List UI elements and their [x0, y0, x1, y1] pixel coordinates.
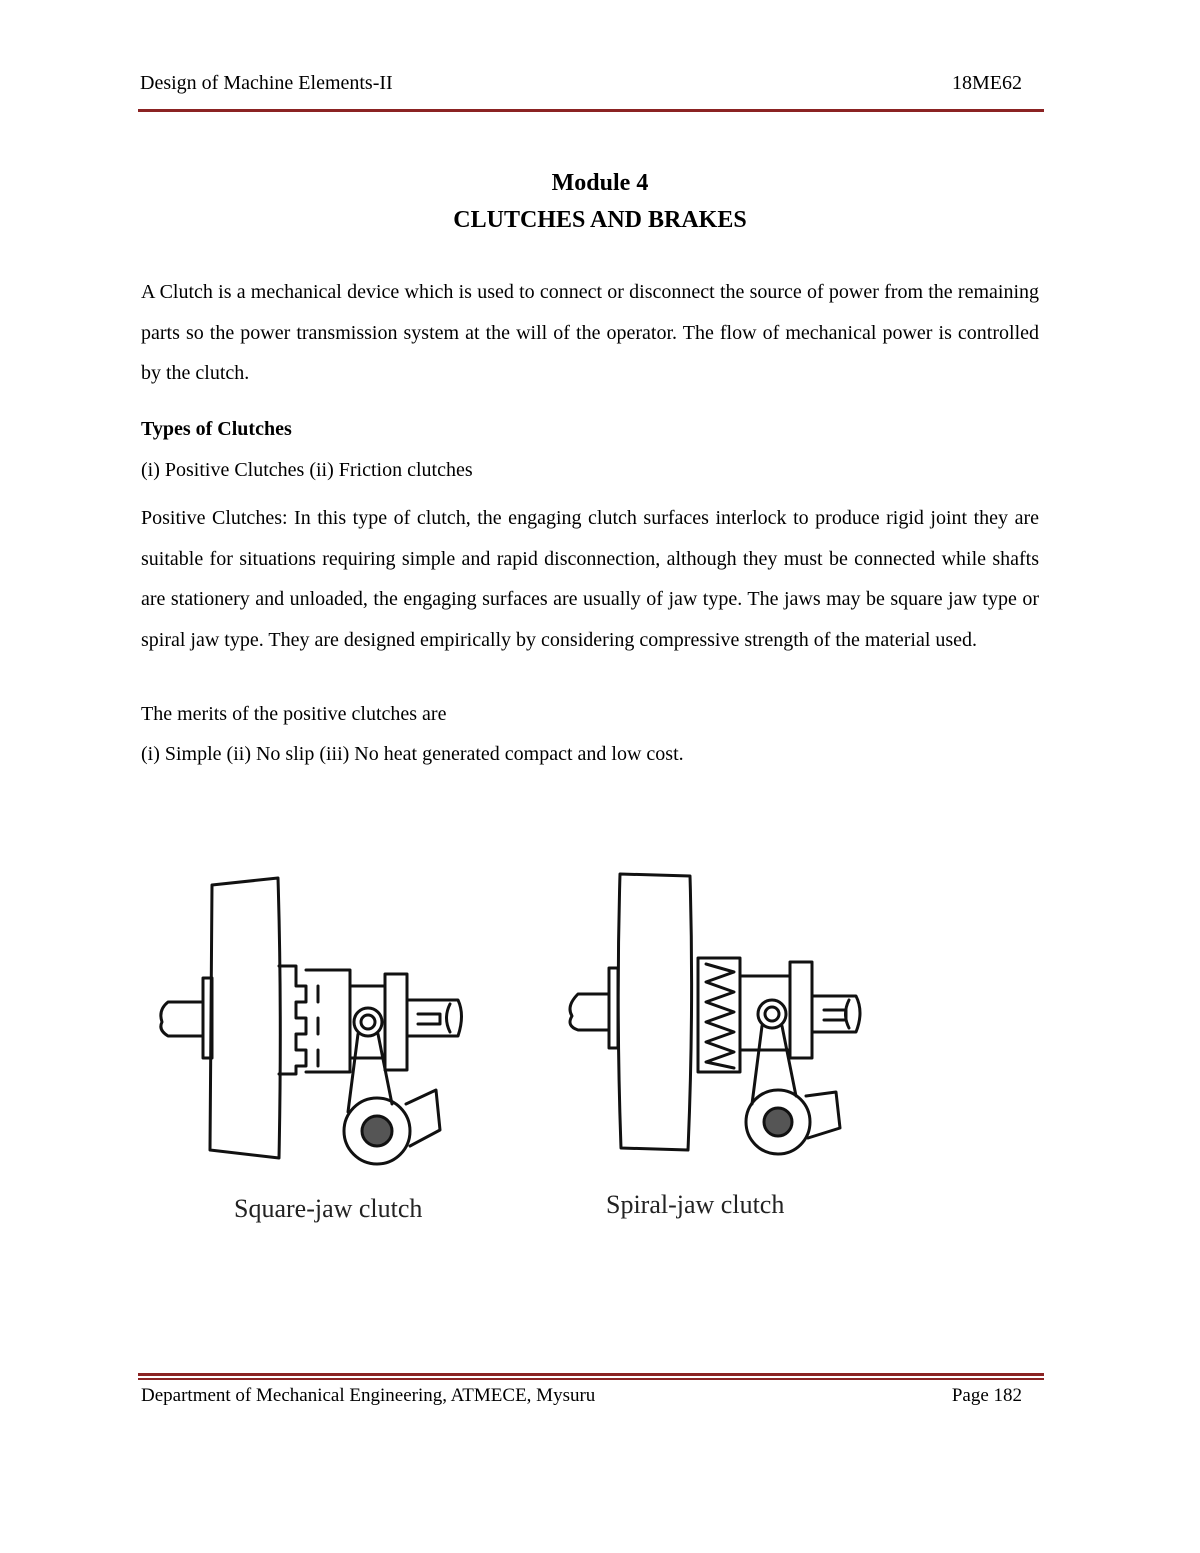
- spiral-jaw-clutch-drawing: [570, 874, 860, 1154]
- header-course-code: 18ME62: [952, 72, 1022, 94]
- caption-spiral-jaw: Spiral-jaw clutch: [606, 1190, 785, 1219]
- page-header: [140, 72, 1022, 100]
- footer-rule: [138, 1373, 1044, 1376]
- positive-clutch-paragraph: Positive Clutches: In this type of clutch, the engaging clutch surfaces interlock to produce rigid joint they are suitable for situations requiring simple and rapid disconnection, although they must be connected while shafts are stationery and unloaded, the engaging surfaces are usually of jaw type. The jaws may be square jaw type or spiral jaw type. They are designed empirically by considering compressive strength of the material used.: [141, 507, 1039, 651]
- merits-intro: The merits of the positive clutches are: [141, 703, 447, 725]
- chapter-heading: CLUTCHES AND BRAKES: [453, 207, 747, 233]
- page-footer: [141, 1385, 1022, 1413]
- caption-square-jaw: Square-jaw clutch: [234, 1194, 423, 1223]
- merits-list: (i) Simple (ii) No slip (iii) No heat generated compact and low cost.: [141, 743, 684, 765]
- header-rule: [138, 109, 1044, 112]
- footer-department: Department of Mechanical Engineering, ATMECE, Mysuru: [141, 1385, 596, 1406]
- header-course-title: Design of Machine Elements-II: [140, 72, 393, 94]
- clutch-figure: [150, 860, 870, 1230]
- footer-rule-secondary: [138, 1378, 1044, 1380]
- types-list: (i) Positive Clutches (ii) Friction clutches: [141, 459, 473, 481]
- intro-paragraph: A Clutch is a mechanical device which is used to connect or disconnect the source of power from the remaining parts so the power transmission system at the will of the operator. The flow of mechanical power is controlled by the clutch.: [141, 281, 1039, 384]
- module-title: Module 4: [551, 170, 649, 196]
- footer-page-number: Page 182: [951, 1385, 1022, 1406]
- square-jaw-clutch-drawing: [161, 878, 462, 1164]
- types-heading: Types of Clutches: [141, 418, 292, 440]
